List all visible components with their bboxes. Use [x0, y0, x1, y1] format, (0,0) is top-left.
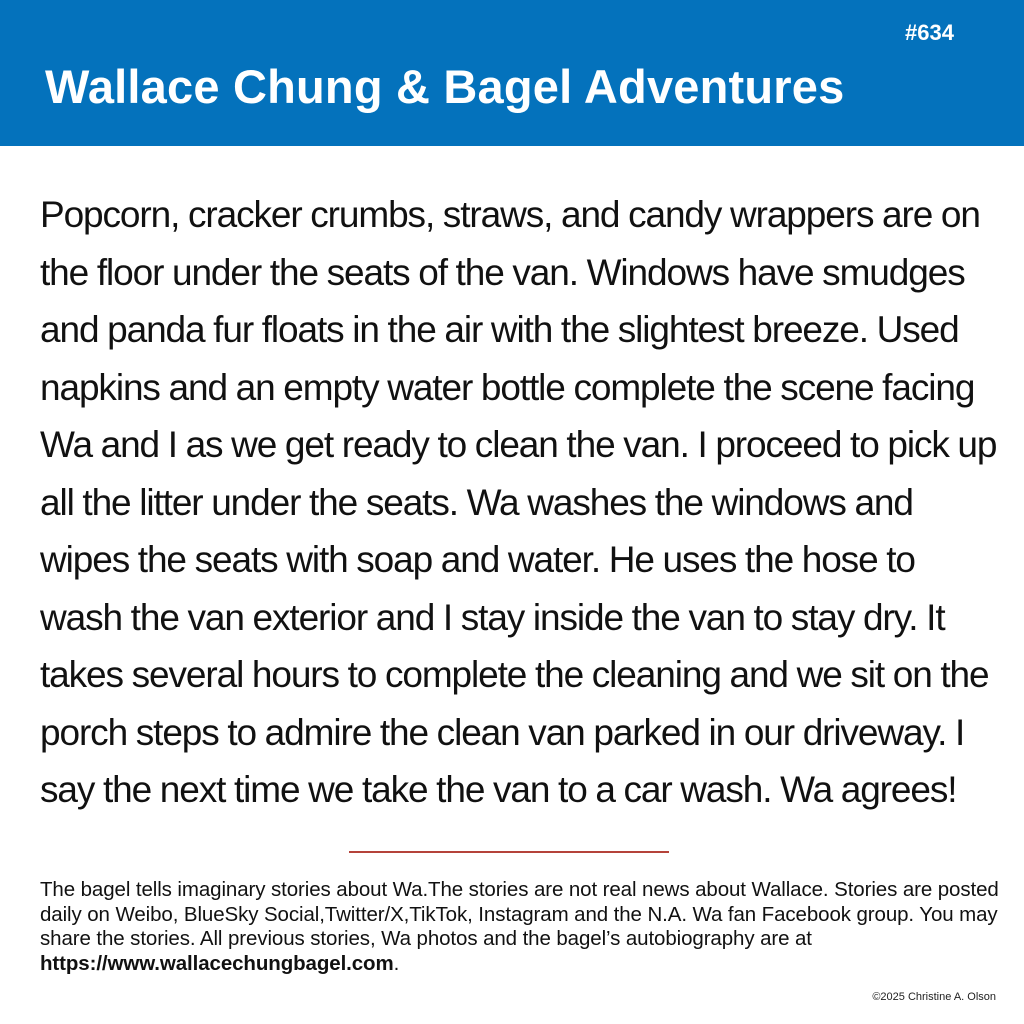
disclaimer-text — [40, 878, 1000, 976]
page-title: Wallace Chung & Bagel Adventures — [45, 60, 845, 113]
header-banner — [0, 0, 1024, 146]
disclaimer-period: . — [393, 951, 400, 975]
copyright-notice: ©2025 Christine A. Olson — [872, 991, 996, 1003]
story-text: Popcorn, cracker crumbs, straws, and candy wrappers are on the floor under the seats of the van. Windows have smudges and panda fur floats in the air with the slightest breeze. Used napkins and an empty water bottle complete the scene facing Wa and I as we get ready to clean the van. I proceed to pick up all the litter under the seats. Wa washes the windows and wipes the seats with soap and water. He uses the hose to wash the van exterior and I stay inside the van to stay dry. It takes several hours to complete the cleaning and we sit on the porch steps to admire the clean van parked in our driveway. I say the next time we take the van to a car wash. Wa agrees! — [40, 194, 997, 810]
divider — [349, 851, 669, 853]
website-link[interactable]: https://www.wallacechungbagel.com — [40, 951, 394, 975]
disclaimer-body: The bagel tells imaginary stories about Wa.The stories are not real news about Wallace. Stories are posted daily on Weibo, BlueSky Social,Twitter/X,TikTok, Instagram and the N.A. Wa fan Facebook group. You may share the stories. All previous stories, Wa photos and the bagel’s autobiography are at — [40, 878, 999, 950]
issue-number: #634 — [905, 20, 954, 45]
